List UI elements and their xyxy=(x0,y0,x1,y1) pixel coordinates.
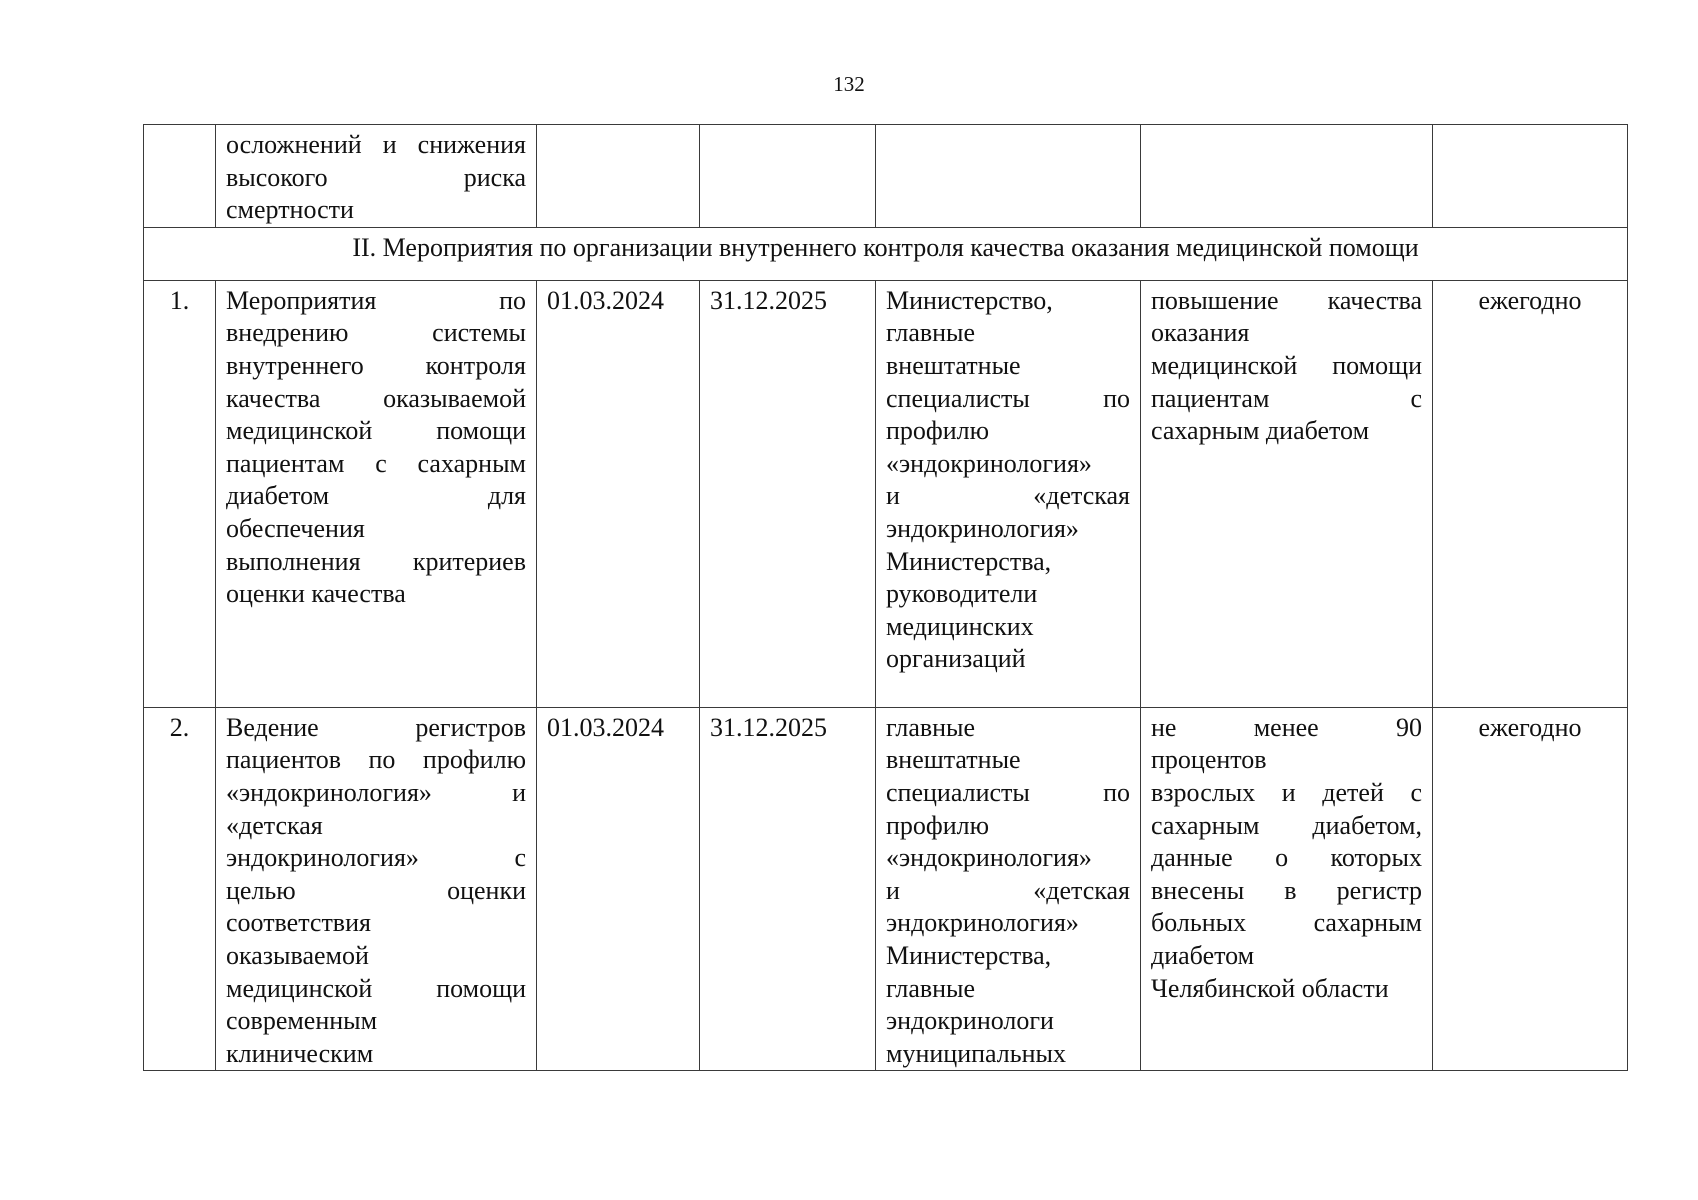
cell-text-line: Ведение регистров xyxy=(226,712,526,742)
cell-text-line: профилю xyxy=(886,416,990,446)
cell-text-line: сахарным диабетом, xyxy=(1151,810,1422,840)
cell-text-line: больных сахарным xyxy=(1151,908,1422,938)
cell-text-line: качества оказываемой xyxy=(226,383,526,413)
cell-activity xyxy=(216,707,537,1071)
cell-text-line: не менее 90 xyxy=(1151,712,1422,742)
line-list xyxy=(886,285,1130,676)
line-list xyxy=(886,712,1130,1071)
cell-text-line: «эндокринология» и xyxy=(226,777,526,807)
cell-responsible xyxy=(876,707,1141,1071)
cell-text-line: эндокринологи xyxy=(886,1006,1054,1036)
cell-text-line: пациентам с сахарным xyxy=(226,448,526,478)
cell-text-line: медицинской помощи xyxy=(1151,350,1422,380)
cell-text-line: руководители xyxy=(886,579,1038,609)
cell-text-line: муниципальных xyxy=(886,1038,1067,1068)
cell-text-line: специалисты по xyxy=(886,383,1130,413)
cell-text-line: медицинских xyxy=(886,611,1034,641)
cell-text-line: медицинской помощи xyxy=(226,416,526,446)
cell-text-line: диабетом для xyxy=(226,481,526,511)
cell-responsible xyxy=(876,280,1141,707)
cell-end-empty xyxy=(700,125,876,228)
cell-end-date: 31.12.2025 xyxy=(700,707,876,1071)
cell-text-line: внештатные xyxy=(886,350,1021,380)
cell-responsible-empty xyxy=(876,125,1141,228)
cell-start-date: 01.03.2024 xyxy=(537,707,700,1071)
cell-text-line: «эндокринология» xyxy=(886,843,1092,873)
cell-text-line: Министерство, xyxy=(886,285,1053,315)
cell-text-line: внедрению системы xyxy=(226,318,526,348)
cell-text-line: внештатные xyxy=(886,745,1021,775)
cell-text-line: главные xyxy=(886,318,976,348)
cell-frequency: ежегодно xyxy=(1433,280,1628,707)
cell-text-line: эндокринология» с xyxy=(226,843,526,873)
cell-text-line: медицинской помощи xyxy=(226,973,526,1003)
cell-text-line: и «детская xyxy=(886,875,1130,905)
cell-text-line: Мероприятия по xyxy=(226,285,526,315)
cell-activity xyxy=(216,280,537,707)
cell-text-line: главные xyxy=(886,973,976,1003)
cell-result xyxy=(1141,707,1433,1071)
cell-text-line: оказания xyxy=(1151,318,1250,348)
cell-text-line: Министерства, xyxy=(886,940,1052,970)
continuation-row xyxy=(144,125,1628,228)
cell-text-line: специалисты по xyxy=(886,777,1130,807)
cell-frequency-empty xyxy=(1433,125,1628,228)
cell-text-line: высокого риска xyxy=(226,162,526,192)
section-heading-row xyxy=(144,227,1628,280)
cell-start-date: 01.03.2024 xyxy=(537,280,700,707)
cell-number-empty xyxy=(144,125,216,228)
cell-text-line: клиническим xyxy=(226,1038,374,1068)
cell-text-line: осложнений и снижения xyxy=(226,130,526,159)
cell-text-line: и «детская xyxy=(886,481,1130,511)
page-number: 132 xyxy=(833,72,865,96)
cell-result xyxy=(1141,280,1433,707)
cell-text-line: пациентам с xyxy=(1151,383,1422,413)
cell-text-line: эндокринология» xyxy=(886,513,1079,543)
line-list xyxy=(226,129,526,227)
cell-text-line: внесены в регистр xyxy=(1151,875,1422,905)
row-number: 1. xyxy=(144,280,216,707)
cell-start-empty xyxy=(537,125,700,228)
cell-text-line: организаций xyxy=(886,644,1026,674)
line-list xyxy=(1151,285,1422,448)
line-list xyxy=(226,285,526,611)
cell-frequency: ежегодно xyxy=(1433,707,1628,1071)
table-row xyxy=(144,707,1628,1071)
cell-text-line: целью оценки xyxy=(226,875,526,905)
cell-text-line: процентов xyxy=(1151,745,1267,775)
cell-result-empty xyxy=(1141,125,1433,228)
cell-text-line: эндокринология» xyxy=(886,908,1079,938)
line-list xyxy=(1151,712,1422,1005)
cell-text-line: обеспечения xyxy=(226,513,365,543)
cell-text-line: внутреннего контроля xyxy=(226,350,526,380)
cell-text-line: выполнения критериев xyxy=(226,546,526,576)
cell-text-line: повышение качества xyxy=(1151,285,1422,315)
cell-text-line: диабетом xyxy=(1151,940,1255,970)
cell-activity xyxy=(216,125,537,228)
cell-text-line: сахарным диабетом xyxy=(1151,416,1370,446)
cell-text-line: современным xyxy=(226,1006,378,1036)
cell-text-line: «эндокринология» xyxy=(886,448,1092,478)
cell-text-line: пациентов по профилю xyxy=(226,745,526,775)
cell-text-line: взрослых и детей с xyxy=(1151,777,1422,807)
row-number: 2. xyxy=(144,707,216,1071)
measures-table xyxy=(143,124,1628,1071)
cell-text-line: Челябинской области xyxy=(1151,973,1389,1003)
table-row xyxy=(144,280,1628,707)
cell-text-line: «детская xyxy=(226,810,323,840)
cell-text-line: данные о которых xyxy=(1151,843,1422,873)
line-list xyxy=(226,712,526,1071)
cell-text-line: оказываемой xyxy=(226,940,369,970)
section-heading: II. Мероприятия по организации внутреннего контроля качества оказания медицинской помощи xyxy=(144,227,1628,280)
cell-text-line: главные xyxy=(886,712,976,742)
cell-text-line: оценки качества xyxy=(226,579,406,609)
cell-text-line: профилю xyxy=(886,810,990,840)
cell-text-line: смертности xyxy=(226,195,354,225)
cell-text-line: Министерства, xyxy=(886,546,1052,576)
cell-text-line: соответствия xyxy=(226,908,371,938)
cell-end-date: 31.12.2025 xyxy=(700,280,876,707)
